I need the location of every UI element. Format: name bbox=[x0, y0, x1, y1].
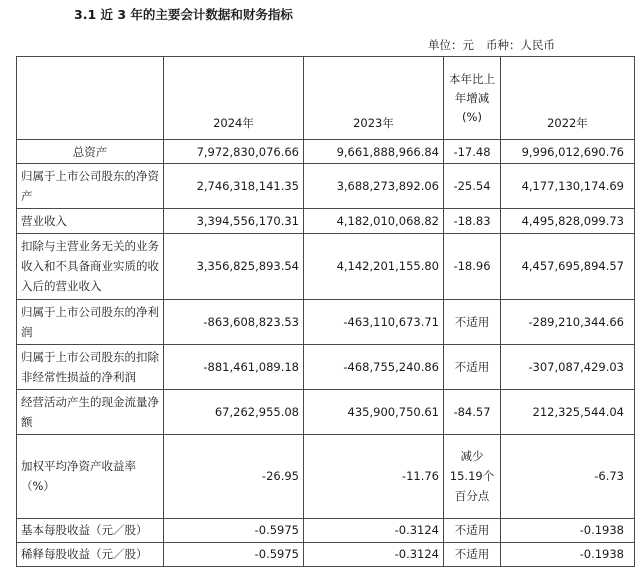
table-row bbox=[17, 390, 635, 435]
cell-2022: 4,495,828,099.73 bbox=[501, 209, 635, 233]
cell-2024: -0.5975 bbox=[164, 518, 304, 542]
cell-2024: -881,461,089.18 bbox=[164, 345, 304, 390]
cell-change bbox=[444, 233, 501, 300]
row-label: 基本每股收益（元／股） bbox=[17, 518, 164, 542]
cell-2023: -468,755,240.86 bbox=[304, 345, 444, 390]
cell-change-line: -84.57 bbox=[453, 405, 491, 420]
table-row bbox=[17, 518, 635, 542]
header-change-line: 本年比上 bbox=[449, 71, 495, 86]
cell-2022: 9,996,012,690.76 bbox=[501, 140, 635, 164]
cell-change-line: -18.83 bbox=[453, 213, 491, 228]
cell-2024: -26.95 bbox=[164, 435, 304, 518]
table-row bbox=[17, 140, 635, 164]
row-label: 经营活动产生的现金流量净额 bbox=[17, 390, 164, 435]
cell-2022: 4,457,695,894.57 bbox=[501, 233, 635, 300]
cell-2024: 3,356,825,893.54 bbox=[164, 233, 304, 300]
cell-2023: 4,142,201,155.80 bbox=[304, 233, 444, 300]
cell-change-line: -25.54 bbox=[453, 179, 491, 194]
cell-2022: -0.1938 bbox=[501, 518, 635, 542]
table-row bbox=[17, 345, 635, 390]
row-label: 总资产 bbox=[17, 140, 164, 164]
cell-2022: -289,210,344.66 bbox=[501, 300, 635, 345]
row-label: 营业收入 bbox=[17, 209, 164, 233]
cell-2024: -863,608,823.53 bbox=[164, 300, 304, 345]
cell-2022: 212,325,544.04 bbox=[501, 390, 635, 435]
cell-2024: 7,972,830,076.66 bbox=[164, 140, 304, 164]
cell-change bbox=[444, 300, 501, 345]
row-label: 归属于上市公司股东的扣除非经常性损益的净利润 bbox=[17, 345, 164, 390]
table-row bbox=[17, 209, 635, 233]
unit-line bbox=[428, 37, 555, 53]
cell-2024: 67,262,955.08 bbox=[164, 390, 304, 435]
row-label: 归属于上市公司股东的净资产 bbox=[17, 164, 164, 209]
cell-2023: -463,110,673.71 bbox=[304, 300, 444, 345]
cell-2022: -0.1938 bbox=[501, 542, 635, 566]
cell-2024: 2,746,318,141.35 bbox=[164, 164, 304, 209]
cell-change bbox=[444, 140, 501, 164]
row-label: 加权平均净资产收益率（%） bbox=[17, 435, 164, 518]
cell-2023: 9,661,888,966.84 bbox=[304, 140, 444, 164]
cell-2023: 435,900,750.61 bbox=[304, 390, 444, 435]
row-label: 归属于上市公司股东的净利润 bbox=[17, 300, 164, 345]
header-2024: 2024年 bbox=[164, 57, 304, 140]
table-row bbox=[17, 233, 635, 300]
financial-data-table bbox=[16, 56, 635, 567]
cell-change bbox=[444, 435, 501, 518]
table-row bbox=[17, 435, 635, 518]
cell-change bbox=[444, 209, 501, 233]
table-row bbox=[17, 164, 635, 209]
cell-change bbox=[444, 518, 501, 542]
header-item bbox=[17, 57, 164, 140]
header-change-line: 年增减 bbox=[454, 90, 490, 105]
section-title: 3.1 近 3 年的主要会计数据和财务指标 bbox=[74, 7, 293, 22]
cell-2022: 4,177,130,174.69 bbox=[501, 164, 635, 209]
cell-change-line: 减少 bbox=[460, 449, 484, 464]
cell-2024: 3,394,556,170.31 bbox=[164, 209, 304, 233]
cell-change-line: -18.96 bbox=[453, 259, 491, 274]
header-2022: 2022年 bbox=[501, 57, 635, 140]
cell-change-line: 百分点 bbox=[454, 489, 490, 504]
cell-2022: -307,087,429.03 bbox=[501, 345, 635, 390]
row-label: 稀释每股收益（元／股） bbox=[17, 542, 164, 566]
header-change bbox=[444, 57, 501, 140]
cell-change-line: -17.48 bbox=[453, 144, 491, 159]
header-change-line: (%) bbox=[462, 109, 482, 124]
cell-change-line: 不适用 bbox=[454, 523, 490, 538]
cell-change bbox=[444, 542, 501, 566]
cell-2023: 3,688,273,892.06 bbox=[304, 164, 444, 209]
cell-change bbox=[444, 164, 501, 209]
cell-2023: -0.3124 bbox=[304, 518, 444, 542]
cell-change-line: 不适用 bbox=[454, 360, 490, 375]
cell-2024: -0.5975 bbox=[164, 542, 304, 566]
cell-2023: -0.3124 bbox=[304, 542, 444, 566]
cell-change-line: 15.19个 bbox=[449, 469, 495, 484]
cell-change-line: 不适用 bbox=[454, 315, 490, 330]
cell-change-line: 不适用 bbox=[454, 547, 490, 562]
cell-2023: 4,182,010,068.82 bbox=[304, 209, 444, 233]
cell-change bbox=[444, 390, 501, 435]
header-2023: 2023年 bbox=[304, 57, 444, 140]
unit-label: 单位：元 bbox=[428, 38, 474, 52]
row-label: 扣除与主营业务无关的业务收入和不具备商业实质的收入后的营业收入 bbox=[17, 233, 164, 300]
cell-change bbox=[444, 345, 501, 390]
table-row bbox=[17, 542, 635, 566]
table-header-row bbox=[17, 57, 635, 140]
currency-label: 币种：人民币 bbox=[486, 38, 555, 52]
cell-2023: -11.76 bbox=[304, 435, 444, 518]
table-row bbox=[17, 300, 635, 345]
cell-2022: -6.73 bbox=[501, 435, 635, 518]
